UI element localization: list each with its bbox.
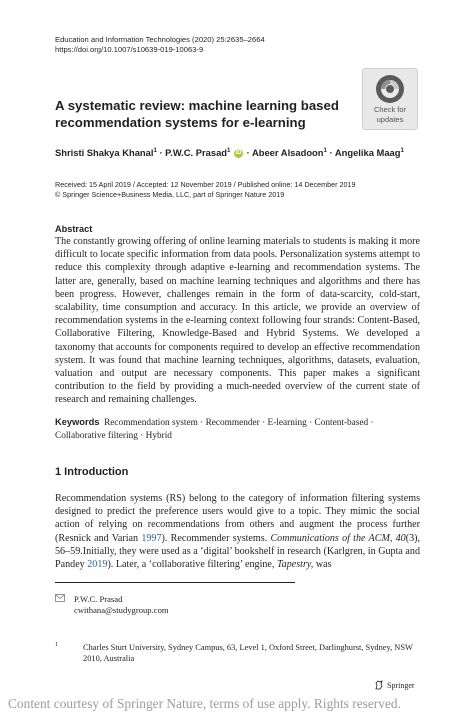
keywords (55, 416, 420, 442)
envelope-icon (55, 594, 66, 605)
courtesy-watermark: Content courtesy of Springer Nature, terms of use apply. Rights reserved. (8, 696, 401, 711)
affiliation-number: 1 (55, 642, 58, 648)
orcid-icon[interactable]: iD (235, 150, 242, 157)
author-separator: · (329, 147, 333, 158)
emphasis-text: Tapestry, (276, 559, 314, 571)
intro-text-segment: ). Recommender systems. (161, 532, 271, 544)
springer-horse-icon (374, 680, 384, 690)
footnote-divider (55, 582, 295, 583)
crossmark-icon (375, 74, 405, 104)
corresponding-author-name: P.W.C. Prasad (74, 594, 123, 604)
author-separator: · (246, 147, 250, 158)
intro-text-segment: ). Later, a ‘collaborative filtering’ engine, (107, 559, 277, 571)
keywords-label: Keywords (55, 417, 100, 427)
author-name[interactable]: Angelika Maag (334, 147, 401, 158)
author-name[interactable]: P.W.C. Prasad (165, 147, 228, 158)
author-affiliation-marker: 1 (400, 147, 404, 154)
journal-citation: Education and Information Technologies (2020) 25:2635–2664 (55, 35, 265, 44)
section-heading-introduction: 1 Introduction (55, 466, 129, 478)
intro-text-segment: was (313, 559, 332, 571)
paper-title: A systematic review: machine learning based recommendation systems for e-learning (55, 98, 339, 130)
intro-text-segment: Recommendation systems (RS) belong to the category of information filtering systems designed to predict the preference users would give to a topic. They mimic the social action of relying on recommendations from others and augment the process further ( (55, 493, 420, 544)
copyright-notice: © Springer Science+Business Media, LLC, part of Springer Nature 2019 (55, 190, 285, 199)
affiliation-footnote (55, 642, 420, 664)
journal-reference: Communications of the ACM, 40 (270, 532, 406, 544)
author-list (55, 147, 404, 158)
check-updates-line2: updates (376, 115, 404, 124)
author-affiliation-marker: 1 (227, 147, 231, 154)
corresponding-author (55, 594, 169, 616)
publisher-logo (374, 680, 415, 690)
doi-link[interactable]: https://doi.org/10.1007/s10639-019-10063-9 (55, 45, 204, 54)
publication-dates: Received: 15 April 2019 / Accepted: 12 November 2019 / Published online: 14 December 2019 (55, 180, 356, 189)
corresponding-author-email[interactable]: cwithana@studygroup.com (74, 605, 169, 615)
abstract-heading: Abstract (55, 224, 93, 234)
keywords-list: Recommendation system · Recommender · E-learning · Content-based · Collaborative filtering · Hybrid (55, 418, 374, 441)
citation-link[interactable]: 2019 (87, 559, 108, 571)
check-for-updates-badge[interactable] (362, 68, 418, 130)
citation-text: Resnick and Varian (58, 532, 142, 544)
check-updates-line1: Check for (373, 105, 407, 114)
introduction-text (55, 492, 420, 571)
author-affiliation-marker: 1 (323, 147, 327, 154)
citation-link[interactable]: 1997 (141, 532, 162, 544)
author-name[interactable]: Abeer Alsadoon (251, 147, 324, 158)
abstract-text: The constantly growing offering of online learning materials to students is making it more difficult to locate specific information from data pools. Personalization systems attempt to reduce this complexity through adaptive e-learning and recommendation systems. The latter are, generally, based on machine learning techniques and algorithms and there has been progress. However, challenges remain in the form of data-scarcity, cold-start, scalability, time consumption and accuracy. In this article, we provide an overview of recommendation systems in the e-learning context following four strands: Content-Based, Collaborative Filtering, Knowledge-Based and Hybrid Systems. We developed a taxonomy that accounts for components required to develop an effective recommendation system. It was found that machine learning techniques, algorithms, datasets, evaluation, valuation and output are necessary components. This paper makes a significant contribution to the field by providing a much-needed overview of the current state of research and remaining challenges. (55, 236, 420, 406)
publisher-name: Springer (387, 680, 415, 690)
author-affiliation-marker: 1 (153, 147, 157, 154)
author-name[interactable]: Shristi Shakya Khanal (55, 147, 154, 158)
affiliation-text: Charles Sturt University, Sydney Campus, 63, Level 1, Oxford Street, Darlinghurst, Sydney, NSW 2010, Australia (83, 643, 413, 663)
intro-text-segment: (3), 56–59.Initially, they were used as a ‘digital’ bookshelf in research (Karlgren, in Gupta and Pandey (55, 532, 420, 571)
author-separator: · (159, 147, 163, 158)
